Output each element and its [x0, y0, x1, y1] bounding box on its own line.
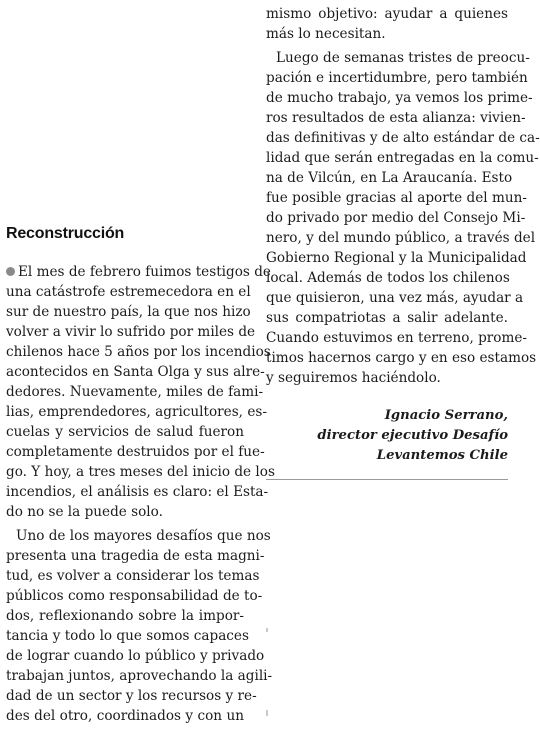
paragraph-line: más lo necesitan. [266, 26, 386, 42]
paragraph-line: chilenos hace 5 años por los incendios [6, 344, 271, 360]
signature-divider [266, 479, 508, 480]
paragraph-line: presenta una tragedia de esta magni- [6, 548, 265, 564]
paragraph-line: do no se la puede solo. [6, 504, 163, 520]
paragraph-line: go. Y hoy, a tres meses del inicio de los [6, 464, 275, 480]
paragraph-line: timos hacernos cargo y en eso estamos [266, 350, 537, 366]
paragraph-line: tancia y todo lo que somos capaces [6, 628, 249, 644]
paragraph-line: incendios, el análisis es claro: el Esta- [6, 484, 269, 500]
paragraph-line: sur de nuestro país, la que nos hizo [6, 304, 251, 320]
paragraph-line: de mucho trabajo, ya vemos los prime- [266, 90, 533, 106]
line-text: El mes de febrero fuimos testigos de [18, 264, 271, 280]
paragraph-line: mismo objetivo: ayudar a quienes [266, 6, 508, 22]
paragraph-line: de lograr cuando lo público y privado [6, 648, 265, 664]
paragraph-line: dos, reflexionando sobre la impor- [6, 608, 244, 624]
scan-speck [266, 710, 268, 716]
paragraph-line: públicos como responsabilidad de to- [6, 588, 263, 604]
paragraph-line: das definitivas y de alto estándar de ca- [266, 130, 540, 146]
paragraph-line: na de Vilcún, en La Araucanía. Esto [266, 170, 513, 186]
paragraph-line: fue posible gracias al aporte del mun- [266, 190, 527, 206]
paragraph-line: acontecidos en Santa Olga y sus alre- [6, 364, 265, 380]
paragraph-line: dad de un sector y los recursos y re- [6, 688, 257, 704]
paragraph-line: des del otro, coordinados y con un [6, 708, 244, 724]
paragraph-line: ros resultados de esta alianza: vivien- [266, 110, 526, 126]
paragraph-line: completamente destruidos por el fue- [6, 444, 265, 460]
paragraph-line: tud, es volver a considerar los temas [6, 568, 260, 584]
paragraph-line: local. Además de todos los chilenos [266, 270, 510, 286]
paragraph-line: y seguiremos haciéndolo. [266, 370, 441, 386]
author-name: Ignacio Serrano, [384, 408, 508, 423]
paragraph-line: sus compatriotas a salir adelante. [266, 310, 508, 326]
bullet-icon [6, 267, 15, 276]
paragraph-line: dedores. Nuevamente, miles de fami- [6, 384, 264, 400]
paragraph-line: do privado por medio del Consejo Mi- [266, 210, 526, 226]
paragraph-line: que quisieron, una vez más, ayudar a [266, 290, 524, 306]
paragraph-line: lidad que serán entregadas en la comu- [266, 150, 539, 166]
paragraph-line: Uno de los mayores desafíos que nos [16, 528, 271, 544]
paragraph-line: una catástrofe estremecedora en el [6, 284, 251, 300]
paragraph-line: Cuando estuvimos en terreno, prome- [266, 330, 528, 346]
paragraph-line: Gobierno Regional y la Municipalidad [266, 250, 527, 266]
author-organization: Levantemos Chile [376, 448, 508, 463]
scan-speck [266, 628, 268, 632]
paragraph-line: Luego de semanas tristes de preocu- [276, 50, 530, 66]
paragraph-line: cuelas y servicios de salud fueron [6, 424, 244, 440]
paragraph-line: volver a vivir lo sufrido por miles de [6, 324, 256, 340]
author-title: director ejecutivo Desafío [317, 428, 508, 443]
paragraph-line: trabajan juntos, aprovechando la agili- [6, 668, 273, 684]
paragraph-line [6, 262, 271, 282]
paragraph-line: pación e incertidumbre, pero también [266, 70, 528, 86]
paragraph-line: nero, y del mundo público, a través del [266, 230, 536, 246]
paragraph-line: lias, emprendedores, agricultores, es- [6, 404, 267, 420]
section-heading: Reconstrucción [6, 225, 125, 242]
